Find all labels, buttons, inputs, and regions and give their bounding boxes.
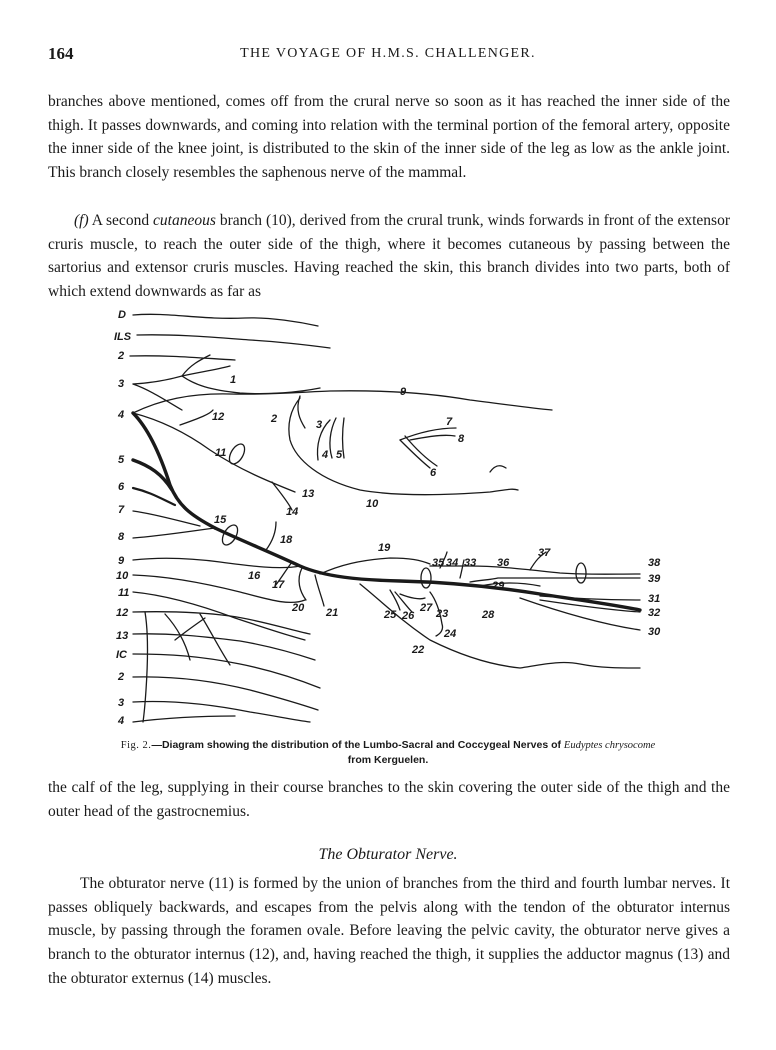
nerve-10 xyxy=(289,398,518,495)
label-b19: 19 xyxy=(378,542,391,554)
label-IC: IC xyxy=(116,649,127,661)
label-b8: 8 xyxy=(458,433,465,445)
label-b6: 6 xyxy=(430,467,437,479)
label-b31: 31 xyxy=(648,593,661,605)
nerve-3-down xyxy=(133,384,182,410)
label-8: 8 xyxy=(118,531,125,543)
figure-caption xyxy=(60,738,716,768)
label-5: 5 xyxy=(118,454,125,466)
paragraph-text-a: A second xyxy=(88,212,154,229)
label-b37: 37 xyxy=(538,547,551,559)
label-c2: 2 xyxy=(118,671,125,683)
nerve-9-sacral xyxy=(133,558,300,567)
nerve-branch-8 xyxy=(410,435,455,440)
label-b39: 39 xyxy=(648,573,661,585)
nerve-branch-5 xyxy=(343,418,345,458)
nerve-c4 xyxy=(133,716,235,722)
paragraph-saphenous: branches above mentioned, comes off from the crural nerve so soon as it has reached the inner side of the thigh. It passes downwards, and coming into relation with the terminal portion of the femoral artery, opposite the inner side of the knee joint, is distributed to the skin of the inner side of the leg as low as the ankle joint. This branch closely resembles the saphenous nerve of the mammal. xyxy=(48,93,730,182)
coccygeal-connector xyxy=(143,612,147,722)
label-b24: 24 xyxy=(444,628,457,640)
page-header xyxy=(48,44,728,68)
page-number: 164 xyxy=(48,44,74,63)
nerve-branch-12 xyxy=(180,410,213,425)
nerve-branch-31 xyxy=(540,596,640,600)
label-2: 2 xyxy=(118,350,125,362)
nerve-2 xyxy=(130,356,235,360)
nerve-c2 xyxy=(133,677,318,710)
label-b13: 13 xyxy=(302,488,315,500)
paragraph-obturator: The obturator nerve (11) is formed by the union of branches from the third and fourth lumbar nerves. It passes obliquely backwards, and escapes from the pelvis along with the tendon of the obturator internus muscle, by passing through the foramen ovale. Before leaving the pelvic cavity, the obturator nerve gives a branch to the obturator internus (12), and, having reached the thigh, it supplies the adductor magnus (13) and the obturator externus (14) muscles. xyxy=(48,875,730,987)
section-heading: The Obturator Nerve. xyxy=(318,846,458,863)
ring-38 xyxy=(576,563,586,583)
label-b32: 32 xyxy=(648,607,661,619)
nerve-branch-7 xyxy=(400,428,456,440)
nerve-D xyxy=(133,314,318,326)
label-3: 3 xyxy=(118,378,125,390)
nerve-3-lower xyxy=(182,376,320,394)
label-11: 11 xyxy=(118,587,130,599)
label-b26: 26 xyxy=(402,610,415,622)
label-b1: 1 xyxy=(230,374,237,386)
label-b30: 30 xyxy=(648,626,661,638)
label-b9: 9 xyxy=(400,386,407,398)
nerve-4-sciatic xyxy=(133,413,215,528)
label-13: 13 xyxy=(116,630,129,642)
label-b20: 20 xyxy=(292,602,305,614)
label-4: 4 xyxy=(118,409,125,421)
nerve-branch-6 xyxy=(400,440,430,468)
paragraph-calf: the calf of the leg, supplying in their course branches to the skin covering the outer side of the thigh and the outer head of the gastrocnemius. xyxy=(48,779,730,820)
nerve-branch-20 xyxy=(299,568,306,600)
paragraph-text-b: branch (10), derived from the crural trunk, winds forwards in front of the extensor cruris muscle, to reach the outer side of the thigh, where it becomes cutaneous by passing between the sartorius and extensor cruris muscles. Having reached the skin, this branch divides into two parts, both of which extend downwards as far as xyxy=(48,212,731,301)
nerve-branch-18 xyxy=(266,522,276,550)
nerve-branch-30 xyxy=(520,598,640,630)
caption-fig-number: Fig. 2. xyxy=(120,740,152,751)
label-10: 10 xyxy=(116,570,129,582)
caption-tail: from Kerguelen. xyxy=(347,754,429,766)
label-b4: 4 xyxy=(322,449,329,461)
label-c3: 3 xyxy=(118,697,125,709)
label-b22: 22 xyxy=(412,644,425,656)
nerve-12-sacral xyxy=(133,612,310,634)
label-b29: 29 xyxy=(492,580,505,592)
label-b33: 33 xyxy=(464,557,477,569)
nerve-branch-25 xyxy=(390,590,400,610)
label-b28: 28 xyxy=(482,609,495,621)
nerve-branch-19 xyxy=(320,558,430,574)
nerve-diagram xyxy=(0,300,776,740)
label-b38: 38 xyxy=(648,557,661,569)
nerve-3 xyxy=(133,366,230,384)
nerve-branch-27 xyxy=(400,594,425,599)
label-b23: 23 xyxy=(436,608,449,620)
nerve-6 xyxy=(133,488,175,505)
label-b10: 10 xyxy=(366,498,379,510)
label-12: 12 xyxy=(116,607,129,619)
label-b5: 5 xyxy=(336,449,343,461)
label-D: D xyxy=(118,309,126,321)
foramen-ring-11 xyxy=(226,441,247,466)
label-7: 7 xyxy=(118,504,125,516)
label-b17: 17 xyxy=(272,579,285,591)
ring-35 xyxy=(421,568,431,588)
label-b15: 15 xyxy=(214,514,227,526)
paragraph-cutaneous-branch xyxy=(48,209,730,304)
label-b12: 12 xyxy=(212,411,225,423)
nerve-branch-22 xyxy=(360,584,640,668)
nerve-8 xyxy=(133,528,215,538)
coccygeal-cross-a xyxy=(165,614,190,660)
label-b16: 16 xyxy=(248,570,261,582)
label-9: 9 xyxy=(118,555,125,567)
nerve-11-sacral xyxy=(133,592,305,640)
nerve-2-branch xyxy=(298,396,305,428)
caption-species: Eudyptes chrysocome xyxy=(563,740,656,751)
list-marker-f: (f) xyxy=(74,212,89,229)
running-title: THE VOYAGE OF H.M.S. CHALLENGER. xyxy=(240,46,536,61)
label-b35: 35 xyxy=(432,557,445,569)
label-b11: 11 xyxy=(215,447,227,459)
label-c4: 4 xyxy=(118,715,125,727)
label-b2: 2 xyxy=(271,413,278,425)
nerve-ILS xyxy=(137,335,330,348)
label-b34: 34 xyxy=(446,557,459,569)
label-b36: 36 xyxy=(497,557,510,569)
label-b3: 3 xyxy=(316,419,323,431)
label-b25: 25 xyxy=(384,609,397,621)
label-ILS: ILS xyxy=(114,331,132,343)
label-b21: 21 xyxy=(326,607,339,619)
label-b14: 14 xyxy=(286,506,299,518)
italic-term: cutaneous xyxy=(153,212,216,229)
label-b18: 18 xyxy=(280,534,293,546)
nerve-9 xyxy=(133,391,552,413)
nerve-branch-21 xyxy=(315,575,324,606)
label-b7: 7 xyxy=(446,416,453,428)
caption-text: —Diagram showing the distribution of the Lumbo-Sacral and Coccygeal Nerves of xyxy=(151,739,564,751)
label-6: 6 xyxy=(118,481,125,493)
nerve-10-end xyxy=(490,466,506,472)
label-b27: 27 xyxy=(420,602,433,614)
